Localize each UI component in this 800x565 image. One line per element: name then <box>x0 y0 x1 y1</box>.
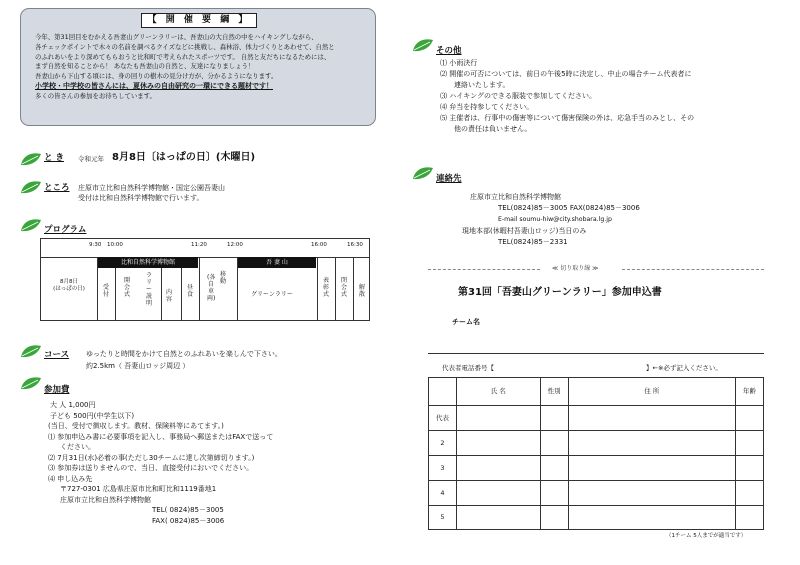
program-cell: 受付 <box>102 284 109 298</box>
fee-address: 〒727-0301 広島県庄原市比和町比和1119番地1 <box>60 485 217 493</box>
name-cell[interactable] <box>456 456 540 481</box>
row-label: 代表 <box>429 406 457 431</box>
phone-note: 】←※必ず記入ください。 <box>646 364 722 372</box>
fee-tel: TEL( 0824)85－3005 <box>152 506 224 514</box>
fee-adult: 大 人 1,000円 <box>50 401 96 409</box>
cut-line-right <box>622 269 764 270</box>
toki-era: 令和元年 <box>78 155 104 163</box>
cut-line-label: ≪ 切り取り線 ≫ <box>552 265 599 272</box>
fee-item: ください。 <box>60 443 95 451</box>
contact-field-tel: TEL(0824)85－2331 <box>498 238 568 246</box>
leaf-icon <box>20 218 42 232</box>
summary-line: 今年、第31回目をむかえる吾妻山グリーンラリーは、吾妻山の大自然の中をハイキングしながら、 <box>35 33 318 41</box>
name-cell[interactable] <box>456 506 540 530</box>
time-label: 11:20 <box>191 242 207 248</box>
venue-azumayama: 吾 妻 山 <box>238 257 316 268</box>
address-cell[interactable] <box>568 456 735 481</box>
gender-cell[interactable] <box>540 406 568 431</box>
summary-line: 吾妻山から下山する頃には、身の回りの樹木の見分け方が、分かるようになります。 <box>35 72 278 81</box>
contact-body <box>470 192 640 225</box>
leaf-icon <box>412 38 434 52</box>
other-item: ⑶ ハイキングのできる服装で参加してください。 <box>440 92 597 100</box>
age-cell[interactable] <box>736 431 764 456</box>
other-item: ⑵ 開催の可否については、前日の午後5時に決定し、中止の場合チーム代表者に <box>440 70 692 78</box>
other-list <box>440 58 780 135</box>
age-cell[interactable] <box>736 406 764 431</box>
summary-box <box>20 8 376 126</box>
other-label: その他 <box>436 46 462 56</box>
phone-label: 代表者電話番号【 <box>442 364 494 372</box>
program-cell: 内容 <box>165 289 172 303</box>
venue-museum: 比和自然科学博物館 <box>98 257 198 268</box>
name-cell[interactable] <box>456 481 540 506</box>
program-cell: 解散 <box>358 284 365 298</box>
other-item: ⑷ 弁当を持参してください。 <box>440 103 534 111</box>
toki-label: と き <box>44 153 64 163</box>
time-label: 12:00 <box>227 242 243 248</box>
other-item: ⑸ 主催者は、行事中の傷害等について傷害保険の外は、応急手当のみとし、その <box>440 114 695 122</box>
summary-line: のふれあいをより深めてもらおうと比和町で考えられたスポーツです。 自然と友だちになるためには、 <box>35 52 331 61</box>
age-cell[interactable] <box>736 456 764 481</box>
summary-highlight: 小学校・中学校の皆さんには、夏休みの自由研究の一環にできる題材です！ <box>35 81 273 90</box>
gender-cell[interactable] <box>540 456 568 481</box>
toki-date: 8月8日〔はっぱの日〕(木曜日) <box>112 152 256 163</box>
header-gender: 性別 <box>540 378 568 406</box>
gender-cell[interactable] <box>540 506 568 530</box>
fee-item: ⑷ 申し込み先 <box>48 474 93 483</box>
contact-telfax: TEL(0824)85－3005 FAX(0824)85－3006 <box>498 204 640 212</box>
name-cell[interactable] <box>456 406 540 431</box>
form-title: 第31回「吾妻山グリーンラリー」参加申込書 <box>458 287 662 298</box>
fee-body <box>48 400 378 526</box>
contact-field-name: 現地本部(休暇村吾妻山ロッジ)当日のみ <box>462 227 587 235</box>
course-line1: ゆったりと時間をかけて自然とのふれあいを楽しんで下さい。 <box>86 350 282 358</box>
summary-title: 【 開 催 要 綱 】 <box>141 13 257 28</box>
contact-field <box>462 226 586 248</box>
header-name: 氏 名 <box>456 378 540 406</box>
time-label: 16:30 <box>347 242 363 248</box>
tokoro-line1: 庄原市立比和自然科学博物館・国定公園吾妻山 <box>78 184 225 192</box>
program-cell: 昼食 <box>186 284 193 298</box>
contact-email: E-mail soumu-hiw@city.shobara.lg.jp <box>498 216 612 223</box>
leaf-icon <box>412 166 434 180</box>
fee-item: ⑵ 7月31日(水)必着の事(ただし30チームに達し次第締切ります。) <box>48 453 255 462</box>
summary-body <box>35 33 375 102</box>
fee-note: (当日、受付で徴収します。教材、保険料等にあてます。) <box>48 422 224 430</box>
summary-closing: 多くの皆さんの参加をお待ちしています。 <box>35 91 156 100</box>
gender-cell[interactable] <box>540 481 568 506</box>
program-cell: 表彰式 <box>322 277 329 298</box>
program-cell: 閉会式 <box>340 277 347 298</box>
cut-line-left <box>428 269 540 270</box>
address-cell[interactable] <box>568 506 735 530</box>
time-label: 9:30 <box>89 242 102 248</box>
program-date: 8月8日 (はっぱの日) <box>53 279 85 293</box>
other-item: 連絡いたします。 <box>454 81 510 89</box>
age-cell[interactable] <box>736 481 764 506</box>
other-item: 他の責任は負いません。 <box>454 125 532 133</box>
address-cell[interactable] <box>568 481 735 506</box>
fee-child: 子ども 500円(中学生以下) <box>50 411 135 420</box>
application-table <box>428 377 764 530</box>
form-footnote: （1チーム 5人までが適当です） <box>666 533 747 539</box>
program-cell: (各自車両) <box>207 274 216 302</box>
fee-org: 庄原市立比和自然科学博物館 <box>60 495 151 504</box>
program-label: プログラム <box>44 225 87 235</box>
summary-line: まず自然を知ることから！ あなたも吾妻山の自然と、友達になりましょう！ <box>35 62 255 71</box>
leaf-icon <box>20 344 42 358</box>
summary-line: 各チェックポイントで木々の名前を調べるクイズなどに挑戦し、森林浴、体力づくりとあわせて、自然と <box>35 42 335 51</box>
age-cell[interactable] <box>736 506 764 530</box>
other-item: ⑴ 小雨決行 <box>440 59 478 67</box>
team-name-line <box>428 353 764 354</box>
row-label: 4 <box>429 481 457 506</box>
fee-item: ⑴ 参加申込み書に必要事項を記入し、事務局へ郵送またはFAXで送って <box>48 432 274 441</box>
row-label: 2 <box>429 431 457 456</box>
header-age: 年齢 <box>736 378 764 406</box>
course-label: コース <box>44 350 70 360</box>
tokoro-line2: 受付は比和自然科学博物館で行います。 <box>78 194 204 202</box>
fee-item: ⑶ 参加券は送りませんので、当日、直接受付においでください。 <box>48 464 254 472</box>
header-address: 住 所 <box>568 378 735 406</box>
leaf-icon <box>20 180 42 194</box>
program-cell: ラリー説明 <box>145 272 152 307</box>
row-label: 3 <box>429 456 457 481</box>
name-cell[interactable] <box>456 431 540 456</box>
leaf-icon <box>20 376 42 390</box>
contact-label: 連絡先 <box>436 174 462 184</box>
tokoro-label: ところ <box>44 183 70 193</box>
time-label: 16:00 <box>311 242 327 248</box>
address-cell[interactable] <box>568 406 735 431</box>
header-blank <box>429 378 457 406</box>
program-table <box>40 238 370 321</box>
time-label: 10:00 <box>107 242 123 248</box>
program-cell: グリーンラリー <box>251 291 293 298</box>
fee-fax: FAX( 0824)85－3006 <box>152 516 225 525</box>
fee-label: 参加費 <box>44 385 70 395</box>
row-label: 5 <box>429 506 457 530</box>
leaf-icon <box>20 152 42 166</box>
program-cell: 開会式 <box>123 277 130 298</box>
contact-org: 庄原市立比和自然科学博物館 <box>470 193 561 201</box>
team-name-label: チーム名 <box>452 318 480 326</box>
program-cell: 移動 <box>219 271 226 285</box>
course-line2: 約2.5km（ 吾妻山ロッジ周辺 ） <box>86 362 190 370</box>
gender-cell[interactable] <box>540 431 568 456</box>
address-cell[interactable] <box>568 431 735 456</box>
